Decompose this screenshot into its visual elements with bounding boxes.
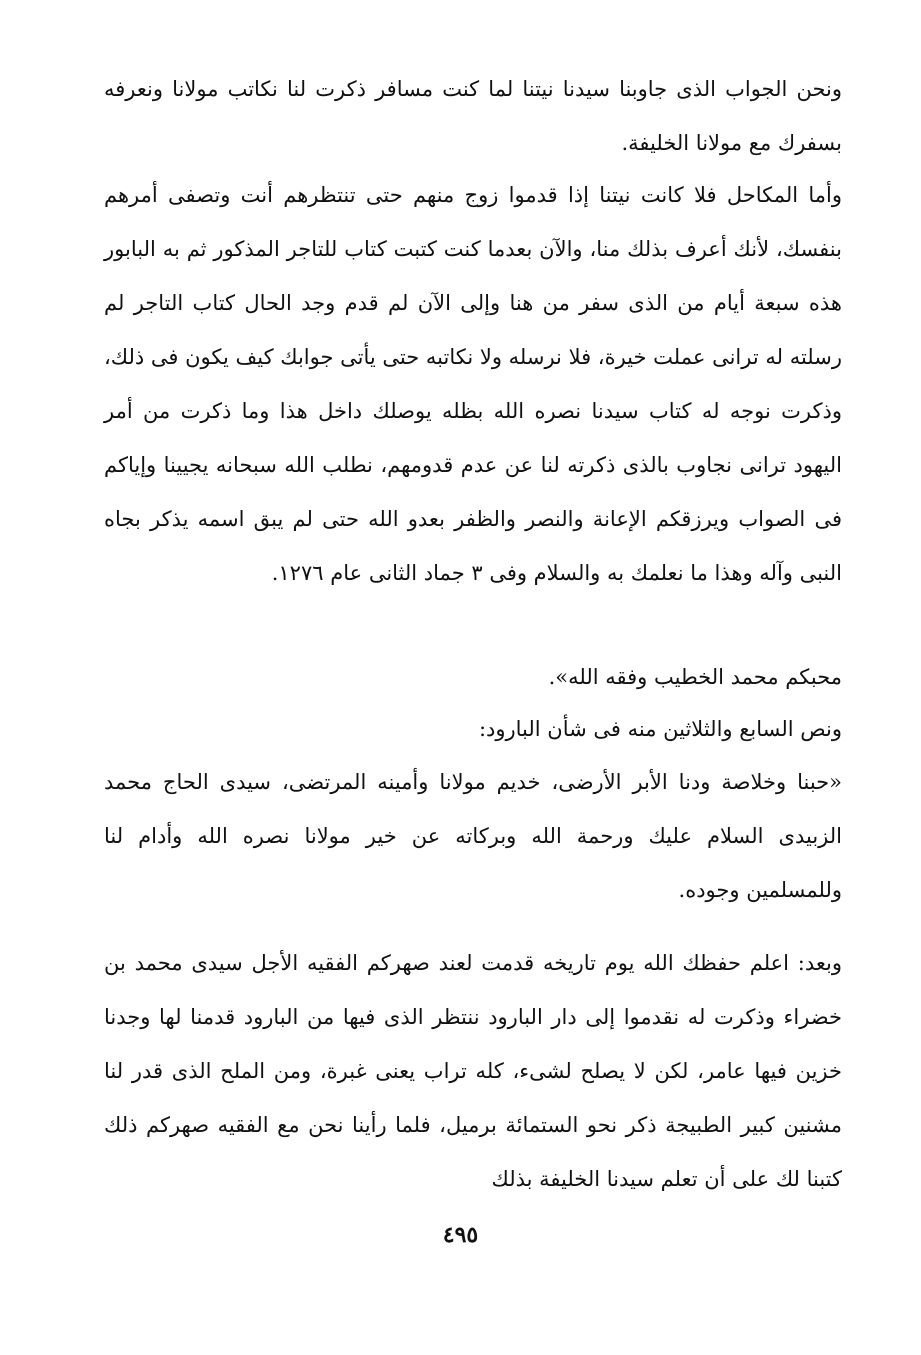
section-heading: ونص السابع والثلاثين منه فى شأن البارود: (478, 717, 842, 741)
signature-line: محبكم محمد الخطيب وفقه الله». (548, 665, 842, 689)
paragraph-1: ونحن الجواب الذى جاوبنا سيدنا نيتنا لما كنت مسافر ذكرت لنا نكاتب مولانا ونعرفه بسفرك مع مولانا الخليفة. (104, 77, 842, 155)
paragraph-2: وأما المكاحل فلا كانت نيتنا إذا قدموا زوج منهم حتى تنتظرهم أنت وتصفى أمرهم بنفسك، لأنك أعرف بذلك منا، والآن بعدما كنت كتبت كتاب للتاجر المذكور ثم به البابور هذه سبعة أيام من الذى سفر من هنا وإلى الآن لم قدم وجد الحال كتاب التاجر لم رسلته له ترانى عملت خيرة، فلا نرسله ولا نكاتبه حتى يأتى جوابك كيف يكون فى ذلك، وذكرت نوجه له كتاب سيدنا نصره الله بظله يوصلك داخل هذا وما ذكرت من أمر اليهود ترانى نجاوب بالذى ذكرته لنا عن عدم قدومهم، نطلب الله سبحانه يجيينا وإياكم فى الصواب ويرزقكم الإعانة والنصر والظفر بعدو الله حتى لم يبق اسمه يذكر بجاه النبى وآله وهذا ما نعلمك به والسلام وفى ٣ جماد الثانى عام ١٢٧٦. (104, 183, 842, 585)
page-number: ٤٩٥ (442, 1222, 479, 1248)
paragraph-letter-body: وبعد: اعلم حفظك الله يوم تاريخه قدمت لعند صهركم الفقيه الأجل سيدى محمد بن خضراء وذكرت له نقدموا إلى دار البارود ننتظر الذى فيها من البارود قدمنا لها وجدنا خزين فيها عامر، لكن لا يصلح لشىء، كله تراب يعنى غبرة، ومن الملح الذى قدر لنا مشنين كبير الطبيجة ذكر نحو الستمائة برميل، فلما رأينا نحن مع الفقيه صهركم ذلك كتبنا لك على أن تعلم سيدنا الخليفة بذلك (104, 951, 842, 1191)
paragraph-greeting: «حبنا وخلاصة ودنا الأبر الأرضى، خديم مولانا وأمينه المرتضى، سيدى الحاج محمد الزبيدى السلام عليك ورحمة الله وبركاته عن خير مولانا نصره الله وأدام لنا وللمسلمين وجوده. (104, 770, 842, 902)
